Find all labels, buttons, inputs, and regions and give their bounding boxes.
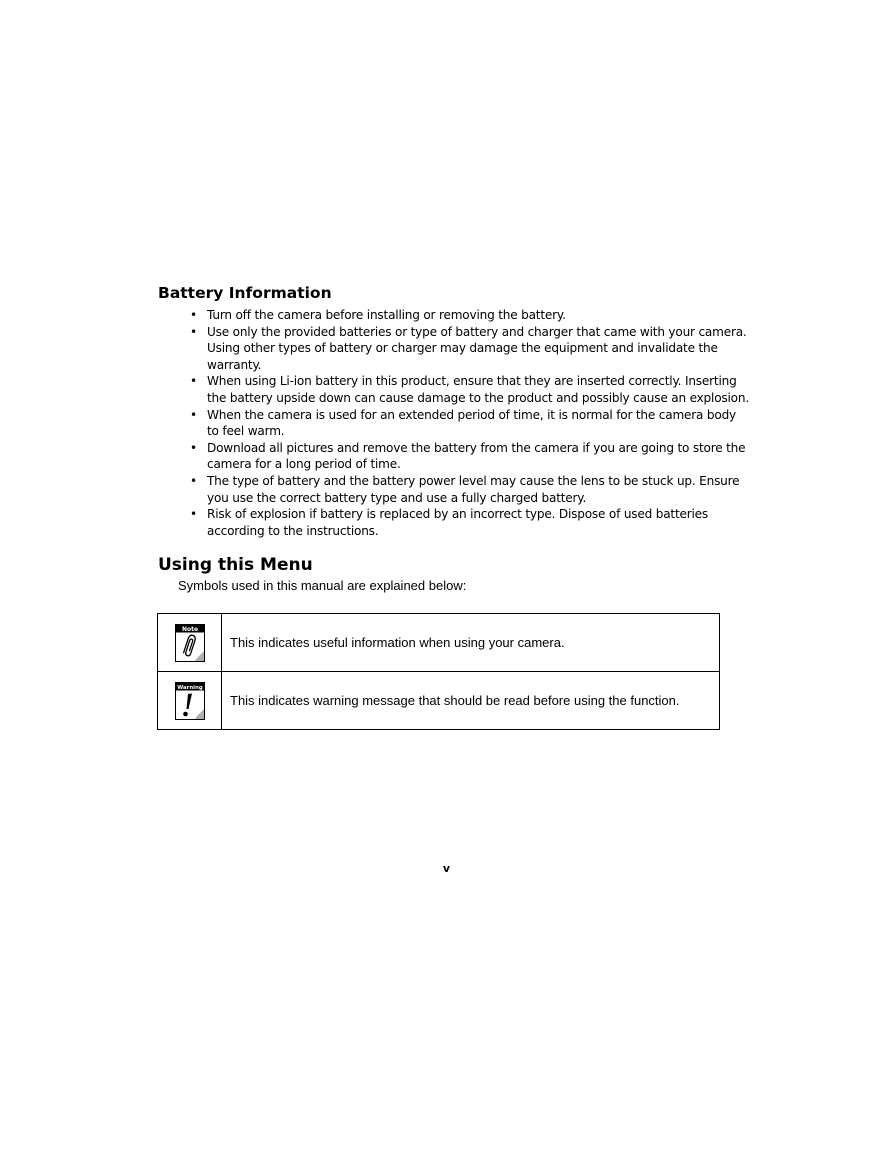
- bullet-symbol: •: [190, 507, 197, 522]
- note-icon-label: Note: [181, 625, 198, 633]
- bullet-symbol: •: [190, 407, 197, 422]
- list-item-text: When the camera is used for an extended period of time, it is normal for the camera body to feel warm.: [207, 407, 737, 439]
- note-icon: [175, 624, 205, 662]
- battery-info-list: [190, 307, 750, 539]
- battery-information-heading: Battery Information: [158, 284, 332, 302]
- list-item-text: Turn off the camera before installing or removing the battery.: [207, 308, 566, 322]
- table-row: [158, 614, 720, 672]
- list-item-text: When using Li-ion battery in this product, ensure that they are inserted correctly. Inserting the battery upside down can cause damage to the product and possibly cause an explosion.: [207, 374, 749, 405]
- list-item-text: The type of battery and the battery power level may cause the lens to be stuck up. Ensure you use the correct battery type and use a fully charged battery.: [207, 473, 740, 505]
- list-item: [190, 506, 750, 539]
- list-item-text: Use only the provided batteries or type of battery and charger that came with your camera. Using other types of battery or charger may damage the equipment and invalidate the warranty.: [207, 324, 747, 372]
- bullet-symbol: •: [190, 473, 197, 488]
- page-number: v: [442, 862, 451, 875]
- list-item: [190, 407, 750, 440]
- list-item: [190, 473, 750, 506]
- using-this-menu-heading: Using this Menu: [158, 555, 313, 575]
- symbol-icon-cell: [158, 672, 222, 730]
- symbols-intro-text: Symbols used in this manual are explained below:: [178, 578, 467, 593]
- list-item-text: Risk of explosion if battery is replaced by an incorrect type. Dispose of used batteries according to the instructions.: [207, 507, 709, 538]
- table-row: [158, 672, 720, 730]
- bullet-symbol: •: [190, 324, 197, 339]
- bullet-symbol: •: [190, 374, 197, 389]
- symbol-description-cell: This indicates warning message that should be read before using the function.: [222, 672, 720, 730]
- list-item: [190, 324, 750, 374]
- list-item: [190, 373, 750, 406]
- warning-icon-label: Warning: [176, 684, 203, 691]
- list-item: [190, 440, 750, 473]
- list-item-text: Download all pictures and remove the battery from the camera if you are going to store the camera for a long period of time.: [207, 440, 746, 472]
- warning-icon: [175, 682, 205, 720]
- list-item: [190, 307, 750, 324]
- symbols-table: [157, 613, 720, 730]
- bullet-symbol: •: [190, 308, 197, 322]
- symbol-description-cell: This indicates useful information when using your camera.: [222, 614, 720, 672]
- bullet-symbol: •: [190, 440, 197, 455]
- symbol-icon-cell: [158, 614, 222, 672]
